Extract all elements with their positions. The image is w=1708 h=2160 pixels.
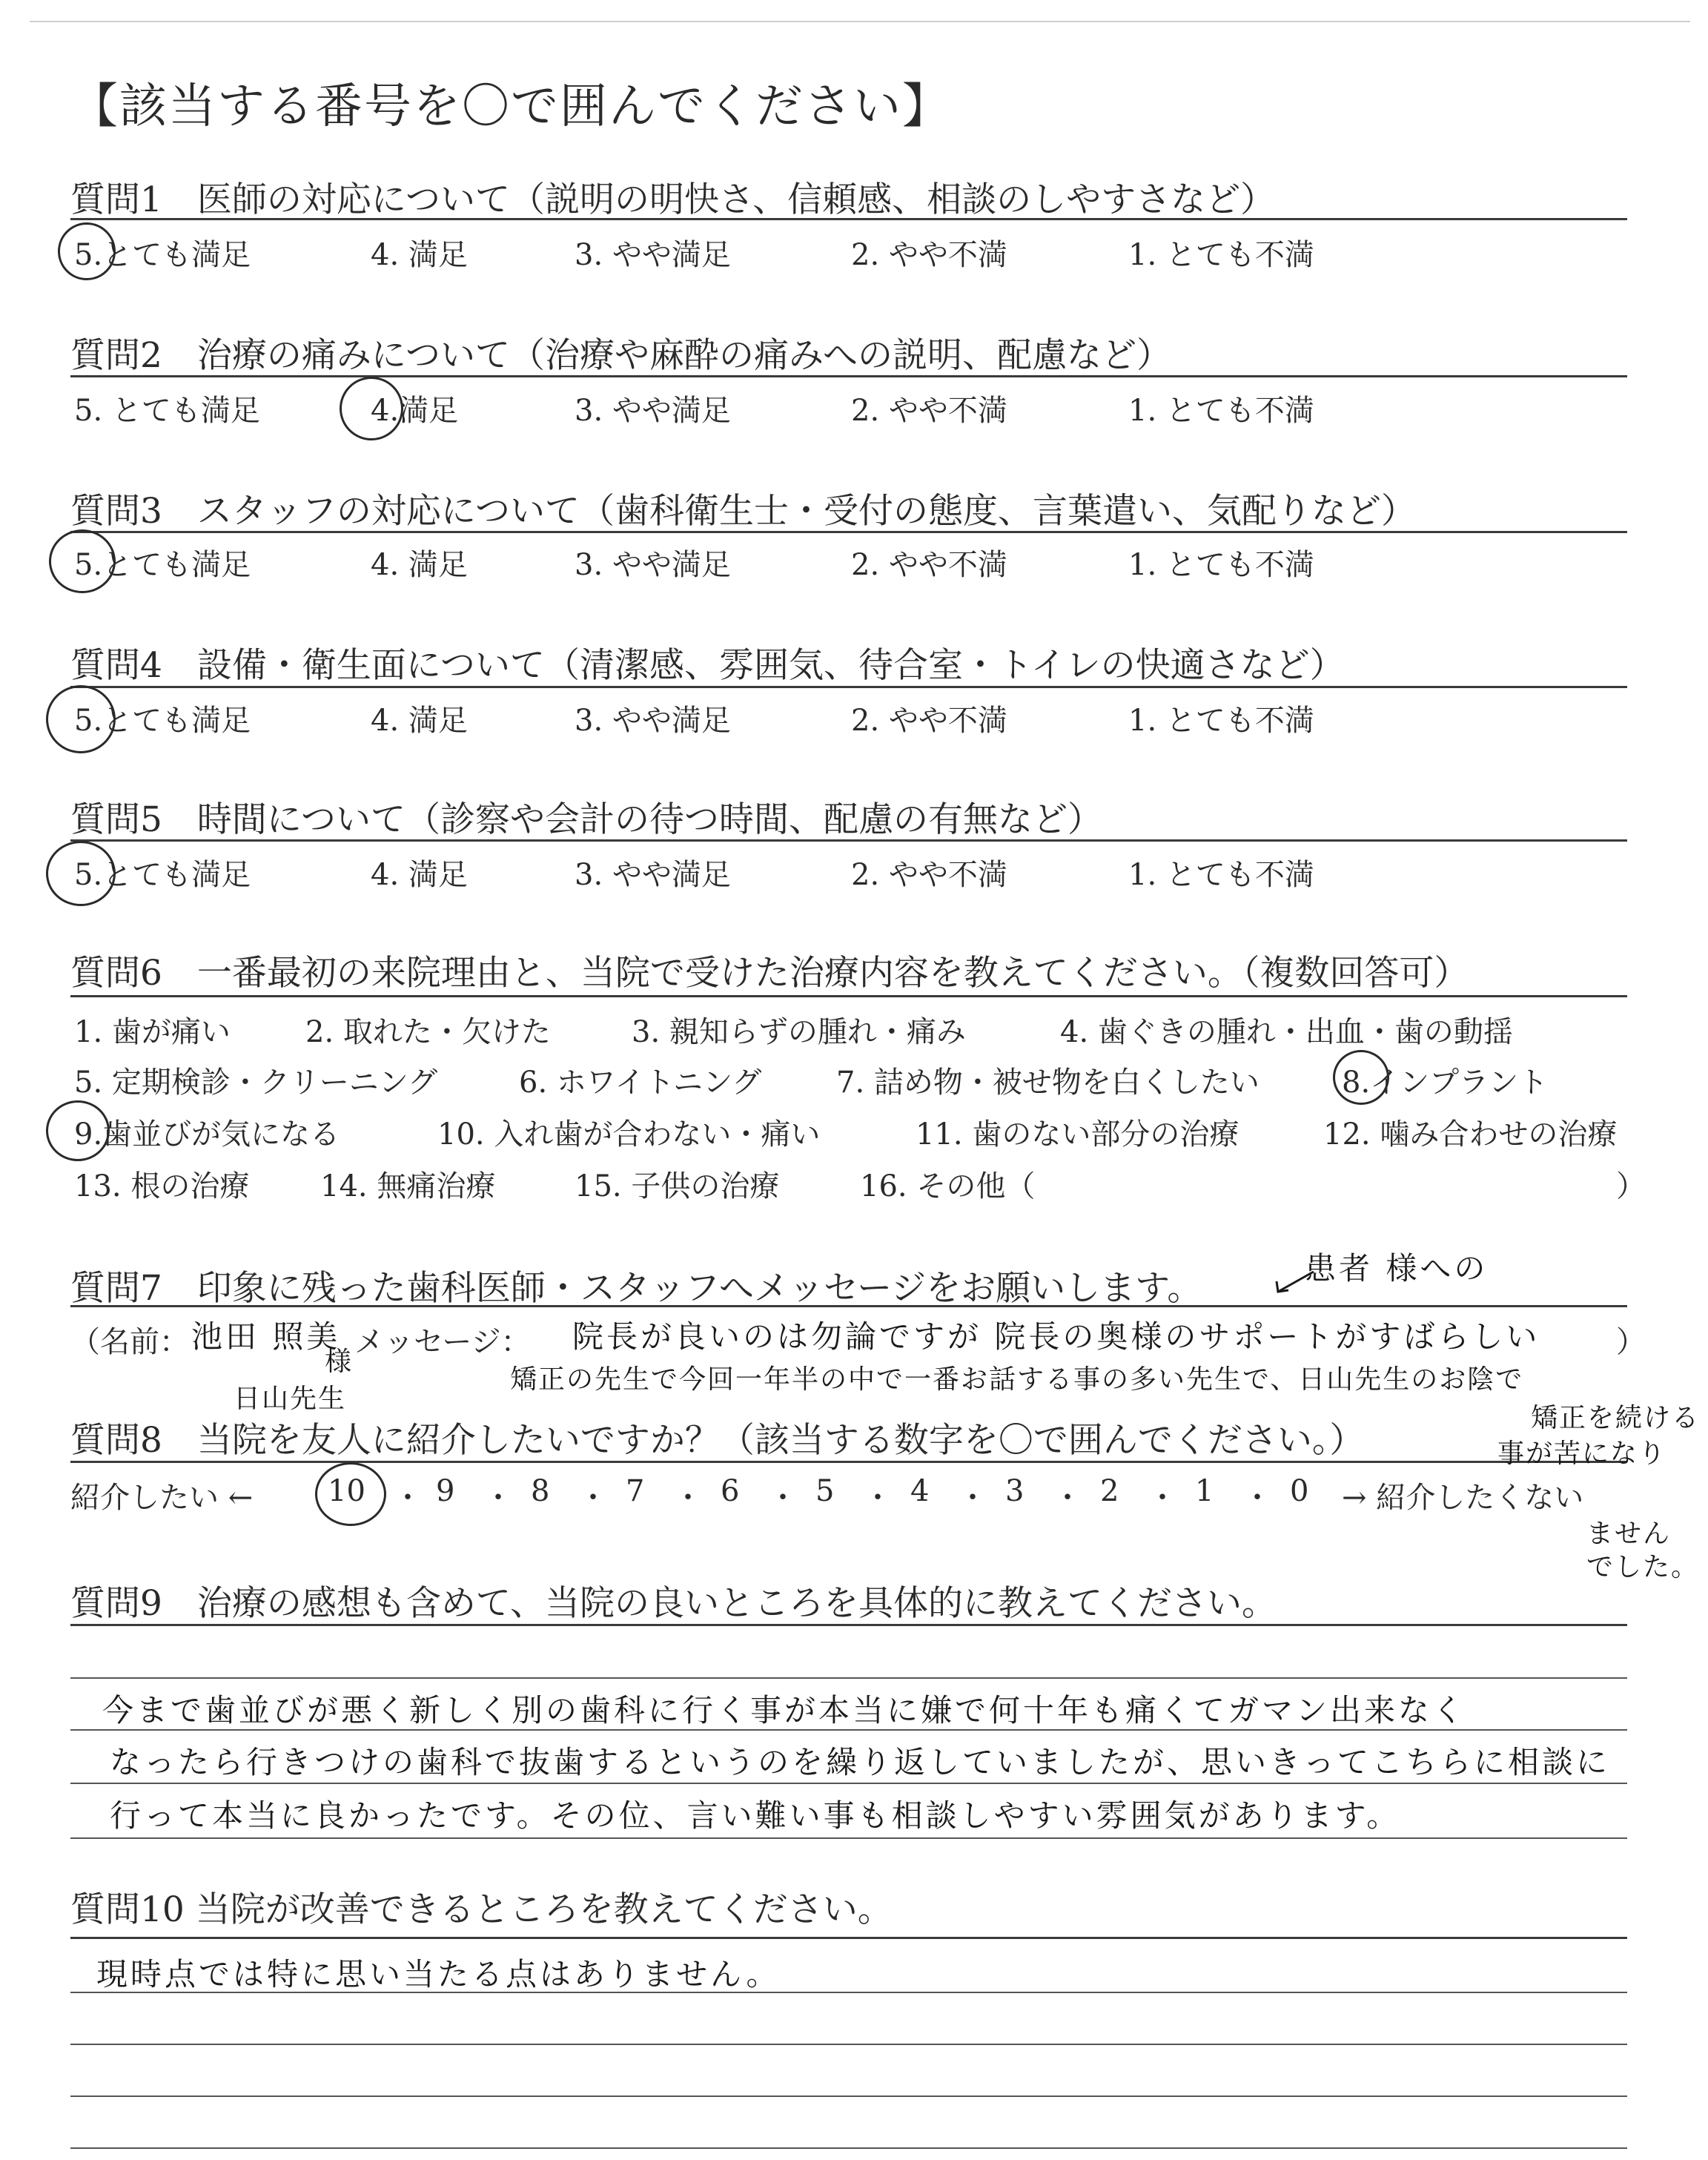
q1-option-2[interactable]: 2. やや不満 (851, 238, 1007, 272)
q4-option-1[interactable]: 1. とても不満 (1128, 704, 1314, 738)
q7-name-value[interactable]: 池田 照美 (191, 1318, 341, 1355)
q2-option-5[interactable]: 5. とても満足 (74, 394, 260, 428)
q9-answer-rule (70, 1729, 1627, 1731)
q8-scale-3[interactable]: 3 (1005, 1474, 1025, 1508)
q7-name-insert: 様 (325, 1347, 354, 1377)
question-6-title: 質問6 一番最初の来院理由と、当院で受けた治療内容を教えてください。（複数回答可） (70, 953, 1469, 994)
q9-answer-rule (70, 1837, 1627, 1839)
q10-answer-rule (70, 2095, 1627, 2097)
q5-selection-circle (46, 841, 116, 906)
q3-selection-circle (49, 529, 116, 593)
q1-option-3[interactable]: 3. やや満足 (575, 238, 731, 272)
q6-option-16-close: ） (1616, 1169, 1646, 1203)
q6-option-13[interactable]: 13. 根の治療 (74, 1169, 250, 1203)
q2-option-2[interactable]: 2. やや不満 (851, 394, 1007, 428)
q8-dot: ・ (578, 1481, 608, 1515)
question-3-rule (70, 531, 1627, 533)
q8-scale-2[interactable]: 2 (1100, 1474, 1119, 1508)
q6-option-1[interactable]: 1. 歯が痛い (74, 1015, 231, 1049)
page-top-border (30, 21, 1690, 22)
q8-dot: ・ (1053, 1481, 1082, 1515)
q7-note-second-line: 矯正の先生で今回一年半の中で一番お話する事の多い先生で、日山先生のお陰で (510, 1364, 1524, 1395)
q6-option-6[interactable]: 6. ホワイトニング (519, 1066, 762, 1100)
q5-option-2[interactable]: 2. やや不満 (851, 858, 1007, 892)
q8-side-note-2: 事が苦になり (1497, 1439, 1667, 1469)
q8-scale-5[interactable]: 5 (815, 1474, 835, 1508)
question-1-rule (70, 218, 1627, 220)
q10-answer-rule (70, 1992, 1627, 1993)
q7-message-value[interactable]: 院長が良いのは勿論ですが 院長の奥様のサポートがすばらしい (572, 1318, 1540, 1355)
q7-note-second-name: 日山先生 (234, 1384, 347, 1414)
question-4-title: 質問4 設備・衛生面について（清潔感、雰囲気、待合室・トイレの快適さなど） (70, 645, 1345, 686)
question-9-rule (70, 1624, 1627, 1626)
q6-option-10[interactable]: 10. 入れ歯が合わない・痛い (437, 1117, 821, 1152)
q3-option-2[interactable]: 2. やや不満 (851, 548, 1007, 582)
question-7-title: 質問7 印象に残った歯科医師・スタッフへメッセージをお願いします。 (70, 1268, 1202, 1309)
q9-answer-rule (70, 1677, 1627, 1679)
q6-option-5[interactable]: 5. 定期検診・クリーニング (74, 1066, 438, 1100)
q6-option-14[interactable]: 14. 無痛治療 (320, 1169, 496, 1203)
q4-option-3[interactable]: 3. やや満足 (575, 704, 731, 738)
question-8-rule (70, 1461, 1627, 1463)
q5-option-1[interactable]: 1. とても不満 (1128, 858, 1314, 892)
q6-option-7[interactable]: 7. 詰め物・被せ物を白くしたい (836, 1066, 1260, 1100)
q8-dot: ・ (673, 1481, 703, 1515)
question-1-title: 質問1 医師の対応について（説明の明快さ、信頼感、相談のしやすさなど） (70, 179, 1276, 220)
question-5-title: 質問5 時間について（診察や会計の待つ時間、配慮の有無など） (70, 799, 1102, 840)
q8-scale-4[interactable]: 4 (910, 1474, 930, 1508)
q6-option-11[interactable]: 11. 歯のない部分の治療 (916, 1117, 1239, 1152)
q8-scale-7[interactable]: 7 (626, 1474, 645, 1508)
q6-option-15[interactable]: 15. 子供の治療 (575, 1169, 780, 1203)
q8-scale-0[interactable]: 0 (1290, 1474, 1309, 1508)
q8-selection-circle (315, 1462, 386, 1526)
q6-option-9[interactable]: 9.歯並びが気になる (74, 1117, 340, 1152)
q6-option-12[interactable]: 12. 噛み合わせの治療 (1323, 1117, 1618, 1152)
q1-option-1[interactable]: 1. とても不満 (1128, 238, 1314, 272)
q7-message-label: メッセージ： (354, 1325, 531, 1359)
q8-scale-9[interactable]: 9 (436, 1474, 455, 1508)
q8-dot: ・ (393, 1481, 423, 1515)
q8-dot: ・ (863, 1481, 893, 1515)
q8-left-label: 紹介したい ← (70, 1481, 254, 1515)
q8-dot: ・ (958, 1481, 987, 1515)
q9-answer-line-1[interactable]: 今まで歯並びが悪く新しく別の歯科に行く事が本当に嫌で何十年も痛くてガマン出来なく (102, 1692, 1467, 1728)
q7-close-paren: ） (1616, 1325, 1646, 1359)
q8-scale-10[interactable]: 10 (328, 1474, 365, 1508)
q10-answer-rule (70, 2147, 1627, 2149)
q4-option-5[interactable]: 5.とても満足 (74, 704, 251, 738)
q7-name-label: （名前： (70, 1325, 189, 1359)
q8-dot: ・ (1242, 1481, 1272, 1515)
q8-dot: ・ (768, 1481, 798, 1515)
q3-option-3[interactable]: 3. やや満足 (575, 548, 731, 582)
q4-option-2[interactable]: 2. やや不満 (851, 704, 1007, 738)
q7-note-top: 患者 様への (1305, 1250, 1489, 1287)
q6-option-16[interactable]: 16. その他（ (860, 1169, 1036, 1203)
q5-option-5[interactable]: 5.とても満足 (74, 858, 251, 892)
q8-side-note-1: 矯正を続ける (1531, 1403, 1701, 1433)
q6-option-4[interactable]: 4. 歯ぐきの腫れ・出血・歯の動揺 (1060, 1015, 1513, 1049)
q3-option-4[interactable]: 4. 満足 (371, 548, 468, 582)
question-2-title: 質問2 治療の痛みについて（治療や麻酔の痛みへの説明、配慮など） (70, 335, 1172, 376)
question-4-rule (70, 686, 1627, 688)
q4-selection-circle (46, 685, 116, 753)
q9-answer-line-3[interactable]: 行って本当に良かったです。その位、言い難い事も相談しやすい雰囲気があります。 (110, 1797, 1401, 1834)
q6-option-2[interactable]: 2. 取れた・欠けた (305, 1015, 551, 1049)
q6-selection-circle-9 (46, 1100, 110, 1161)
question-9-title: 質問9 治療の感想も含めて、当院の良いところを具体的に教えてください。 (70, 1583, 1277, 1624)
question-10-title: 質問10 当院が改善できるところを教えてください。 (70, 1889, 893, 1930)
q8-dot: ・ (483, 1481, 513, 1515)
q7-note-arrow (1269, 1268, 1321, 1298)
q6-option-8[interactable]: 8.インプラント (1342, 1066, 1549, 1100)
q2-option-4[interactable]: 4.満足 (371, 394, 459, 428)
q8-side-note-3: ません (1586, 1519, 1672, 1549)
q2-option-1[interactable]: 1. とても不満 (1128, 394, 1314, 428)
q8-right-label: → 紹介したくない (1342, 1481, 1584, 1515)
q9-answer-rule (70, 1783, 1627, 1784)
q1-option-5[interactable]: 5.とても満足 (74, 238, 251, 272)
q6-selection-circle-8 (1333, 1050, 1389, 1105)
q6-option-3[interactable]: 3. 親知らずの腫れ・痛み (632, 1015, 966, 1049)
q10-answer-line-1[interactable]: 現時点では特に思い当たる点はありません。 (96, 1956, 781, 1992)
q8-scale-6[interactable]: 6 (721, 1474, 740, 1508)
q8-scale-1[interactable]: 1 (1195, 1474, 1214, 1508)
question-3-title: 質問3 スタッフの対応について（歯科衛生士・受付の態度、言葉遣い、気配りなど） (70, 491, 1416, 532)
q1-option-4[interactable]: 4. 満足 (371, 238, 468, 272)
q5-option-4[interactable]: 4. 満足 (371, 858, 468, 892)
question-8-title: 質問8 当院を友人に紹介したいですか？（該当する数字を〇で囲んでください。） (70, 1420, 1365, 1461)
q8-scale-8[interactable]: 8 (531, 1474, 550, 1508)
q8-side-note-4: でした。 (1586, 1552, 1700, 1582)
q10-answer-rule (70, 2044, 1627, 2045)
question-2-rule (70, 375, 1627, 377)
question-5-rule (70, 839, 1627, 842)
q3-option-5[interactable]: 5.とても満足 (74, 548, 251, 582)
question-10-rule (70, 1937, 1627, 1939)
q2-option-3[interactable]: 3. やや満足 (575, 394, 731, 428)
q8-dot: ・ (1148, 1481, 1177, 1515)
question-6-rule (70, 995, 1627, 997)
q1-selection-circle (58, 222, 116, 280)
q9-answer-line-2[interactable]: なったら行きつけの歯科で抜歯するというのを繰り返していましたが、思いきってこちらに相談に (110, 1744, 1611, 1780)
q3-option-1[interactable]: 1. とても不満 (1128, 548, 1314, 582)
page-heading: 【該当する番号を〇で囲んでください】 (70, 79, 951, 134)
question-7-rule (70, 1305, 1627, 1307)
q5-option-3[interactable]: 3. やや満足 (575, 858, 731, 892)
q4-option-4[interactable]: 4. 満足 (371, 704, 468, 738)
q2-selection-circle (340, 377, 403, 440)
